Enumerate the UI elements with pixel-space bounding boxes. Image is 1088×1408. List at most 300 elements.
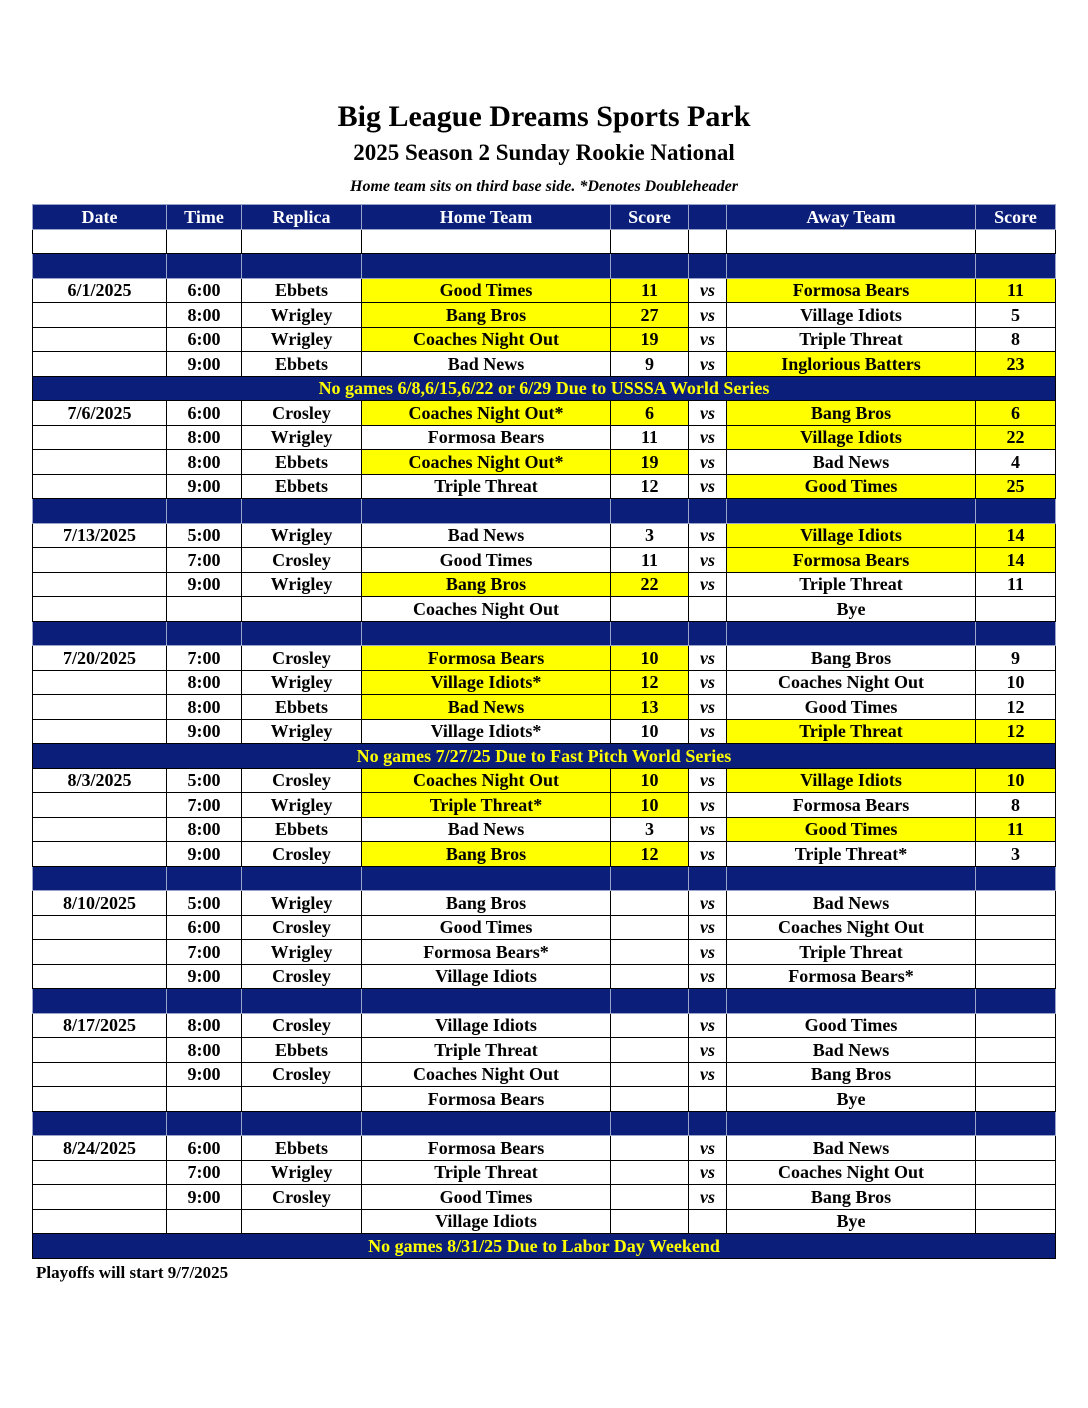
vs-cell: vs (689, 940, 727, 965)
home-score-cell: 13 (611, 695, 689, 720)
empty-cell (689, 1111, 727, 1136)
date-cell (33, 352, 167, 377)
away-team-cell: Formosa Bears (727, 278, 976, 303)
page-subtitle: 2025 Season 2 Sunday Rookie National (353, 140, 735, 165)
empty-cell (362, 866, 611, 891)
vs-cell: vs (689, 915, 727, 940)
away-score-cell (976, 1209, 1056, 1234)
game-row (33, 1185, 1056, 1210)
col-header-time: Time (167, 205, 242, 230)
time-cell: 9:00 (167, 842, 242, 867)
empty-cell (689, 621, 727, 646)
vs-cell: vs (689, 817, 727, 842)
home-score-cell: 12 (611, 474, 689, 499)
empty-cell (362, 989, 611, 1014)
game-row (33, 1160, 1056, 1185)
date-cell (33, 793, 167, 818)
away-score-cell (976, 1185, 1056, 1210)
col-header-replica: Replica (242, 205, 362, 230)
no-games-banner: No games 8/31/25 Due to Labor Day Weekend (33, 1234, 1056, 1259)
away-team-cell: Inglorious Batters (727, 352, 976, 377)
date-cell (33, 1160, 167, 1185)
home-score-cell (611, 1209, 689, 1234)
replica-cell (242, 1209, 362, 1234)
date-cell (33, 695, 167, 720)
home-score-cell (611, 1160, 689, 1185)
vs-cell: vs (689, 646, 727, 671)
empty-cell (167, 254, 242, 279)
time-cell: 7:00 (167, 940, 242, 965)
bye-row (33, 597, 1056, 622)
home-score-cell: 10 (611, 793, 689, 818)
away-team-cell: Bad News (727, 891, 976, 916)
separator-row (33, 621, 1056, 646)
empty-cell (611, 499, 689, 524)
home-team-cell: Formosa Bears (362, 646, 611, 671)
time-cell: 7:00 (167, 793, 242, 818)
vs-cell: vs (689, 523, 727, 548)
game-row (33, 670, 1056, 695)
away-team-cell: Village Idiots (727, 768, 976, 793)
replica-cell: Crosley (242, 646, 362, 671)
vs-cell: vs (689, 842, 727, 867)
empty-cell (33, 621, 167, 646)
date-cell (33, 597, 167, 622)
schedule-body (33, 229, 1056, 1258)
empty-cell (242, 1111, 362, 1136)
away-score-cell: 8 (976, 327, 1056, 352)
empty-cell (611, 254, 689, 279)
game-row (33, 450, 1056, 475)
replica-cell (242, 1087, 362, 1112)
home-team-cell: Good Times (362, 278, 611, 303)
date-cell: 7/20/2025 (33, 646, 167, 671)
home-team-cell: Bad News (362, 523, 611, 548)
date-cell (33, 1038, 167, 1063)
away-score-cell: 14 (976, 523, 1056, 548)
empty-cell (33, 989, 167, 1014)
home-team-cell: Formosa Bears (362, 1136, 611, 1161)
home-team-cell: Coaches Night Out (362, 597, 611, 622)
bye-row (33, 1087, 1056, 1112)
away-score-cell: 12 (976, 695, 1056, 720)
time-cell: 7:00 (167, 1160, 242, 1185)
separator-row (33, 254, 1056, 279)
game-row (33, 474, 1056, 499)
empty-cell (33, 866, 167, 891)
vs-cell: vs (689, 670, 727, 695)
date-cell (33, 940, 167, 965)
date-cell (33, 474, 167, 499)
empty-cell (976, 229, 1056, 254)
replica-cell: Ebbets (242, 450, 362, 475)
home-score-cell: 10 (611, 719, 689, 744)
schedule-table (32, 204, 1056, 1259)
playoffs-note: Playoffs will start 9/7/2025 (36, 1263, 229, 1282)
time-cell: 9:00 (167, 1062, 242, 1087)
game-row (33, 768, 1056, 793)
away-score-cell: 6 (976, 401, 1056, 426)
replica-cell: Crosley (242, 768, 362, 793)
empty-cell (33, 254, 167, 279)
empty-cell (167, 989, 242, 1014)
time-cell: 9:00 (167, 964, 242, 989)
time-cell: 8:00 (167, 303, 242, 328)
home-team-cell: Formosa Bears (362, 425, 611, 450)
home-score-cell (611, 1013, 689, 1038)
home-score-cell (611, 597, 689, 622)
away-score-cell: 11 (976, 278, 1056, 303)
replica-cell: Ebbets (242, 352, 362, 377)
col-header-away-score: Score (976, 205, 1056, 230)
replica-cell: Wrigley (242, 327, 362, 352)
no-games-banner-row (33, 376, 1056, 401)
date-cell (33, 1185, 167, 1210)
date-cell (33, 1087, 167, 1112)
home-score-cell (611, 1038, 689, 1063)
empty-cell (689, 866, 727, 891)
vs-cell: vs (689, 425, 727, 450)
home-score-cell (611, 1062, 689, 1087)
empty-cell (362, 1111, 611, 1136)
empty-cell (727, 229, 976, 254)
empty-cell (33, 1111, 167, 1136)
away-score-cell: 23 (976, 352, 1056, 377)
time-cell: 8:00 (167, 450, 242, 475)
replica-cell: Ebbets (242, 278, 362, 303)
date-cell (33, 1209, 167, 1234)
vs-cell: vs (689, 401, 727, 426)
away-team-cell: Bye (727, 1209, 976, 1234)
no-games-banner-row (33, 1234, 1056, 1259)
date-cell: 7/13/2025 (33, 523, 167, 548)
home-team-cell: Village Idiots* (362, 670, 611, 695)
time-cell: 8:00 (167, 1013, 242, 1038)
away-team-cell: Formosa Bears (727, 548, 976, 573)
home-team-cell: Triple Threat (362, 474, 611, 499)
home-score-cell: 10 (611, 646, 689, 671)
away-team-cell: Bye (727, 597, 976, 622)
away-team-cell: Good Times (727, 1013, 976, 1038)
separator-row (33, 866, 1056, 891)
date-cell (33, 842, 167, 867)
away-score-cell: 12 (976, 719, 1056, 744)
away-team-cell: Bad News (727, 1136, 976, 1161)
home-score-cell: 12 (611, 842, 689, 867)
vs-cell: vs (689, 474, 727, 499)
home-score-cell: 19 (611, 327, 689, 352)
home-score-cell (611, 891, 689, 916)
empty-cell (362, 254, 611, 279)
replica-cell: Ebbets (242, 474, 362, 499)
time-cell: 9:00 (167, 719, 242, 744)
vs-cell: vs (689, 450, 727, 475)
col-header-away-team: Away Team (727, 205, 976, 230)
away-score-cell (976, 1062, 1056, 1087)
away-team-cell: Formosa Bears (727, 793, 976, 818)
game-row (33, 327, 1056, 352)
home-team-cell: Bad News (362, 695, 611, 720)
time-cell: 9:00 (167, 572, 242, 597)
game-row (33, 425, 1056, 450)
game-row (33, 401, 1056, 426)
empty-cell (976, 499, 1056, 524)
home-score-cell (611, 1136, 689, 1161)
home-score-cell: 3 (611, 523, 689, 548)
empty-cell (727, 499, 976, 524)
away-team-cell: Bang Bros (727, 401, 976, 426)
home-score-cell: 9 (611, 352, 689, 377)
home-score-cell (611, 940, 689, 965)
away-team-cell: Good Times (727, 474, 976, 499)
date-cell (33, 303, 167, 328)
date-cell: 8/24/2025 (33, 1136, 167, 1161)
vs-cell: vs (689, 1160, 727, 1185)
away-score-cell (976, 964, 1056, 989)
time-cell: 6:00 (167, 278, 242, 303)
home-team-cell: Triple Threat* (362, 793, 611, 818)
empty-cell (727, 621, 976, 646)
date-cell (33, 670, 167, 695)
home-team-cell: Coaches Night Out (362, 768, 611, 793)
home-score-cell: 27 (611, 303, 689, 328)
empty-cell (727, 254, 976, 279)
vs-cell: vs (689, 719, 727, 744)
empty-row (33, 229, 1056, 254)
date-cell (33, 915, 167, 940)
page-title: Big League Dreams Sports Park (337, 100, 751, 133)
home-team-cell: Good Times (362, 548, 611, 573)
vs-cell: vs (689, 572, 727, 597)
home-team-cell: Coaches Night Out (362, 1062, 611, 1087)
time-cell: 5:00 (167, 523, 242, 548)
vs-cell: vs (689, 1062, 727, 1087)
away-score-cell: 9 (976, 646, 1056, 671)
date-cell (33, 572, 167, 597)
away-score-cell: 10 (976, 768, 1056, 793)
away-team-cell: Coaches Night Out (727, 915, 976, 940)
away-team-cell: Triple Threat* (727, 842, 976, 867)
game-row (33, 1062, 1056, 1087)
replica-cell: Ebbets (242, 1038, 362, 1063)
replica-cell: Ebbets (242, 1136, 362, 1161)
empty-cell (689, 254, 727, 279)
time-cell: 5:00 (167, 891, 242, 916)
home-team-cell: Bang Bros (362, 891, 611, 916)
away-score-cell (976, 1160, 1056, 1185)
away-score-cell: 25 (976, 474, 1056, 499)
time-cell (167, 1087, 242, 1112)
time-cell: 8:00 (167, 695, 242, 720)
empty-cell (611, 866, 689, 891)
replica-cell: Crosley (242, 548, 362, 573)
separator-row (33, 499, 1056, 524)
col-header-date: Date (33, 205, 167, 230)
no-games-banner: No games 7/27/25 Due to Fast Pitch World Series (33, 744, 1056, 769)
empty-cell (976, 621, 1056, 646)
date-cell (33, 425, 167, 450)
vs-cell: vs (689, 1038, 727, 1063)
empty-cell (362, 229, 611, 254)
home-team-cell: Bang Bros (362, 572, 611, 597)
away-team-cell: Triple Threat (727, 719, 976, 744)
date-cell (33, 719, 167, 744)
date-cell (33, 548, 167, 573)
replica-cell: Crosley (242, 401, 362, 426)
game-row (33, 352, 1056, 377)
time-cell: 9:00 (167, 474, 242, 499)
game-row (33, 793, 1056, 818)
home-score-cell: 6 (611, 401, 689, 426)
empty-cell (611, 989, 689, 1014)
away-score-cell: 11 (976, 817, 1056, 842)
vs-cell: vs (689, 278, 727, 303)
time-cell: 8:00 (167, 670, 242, 695)
home-score-cell (611, 1087, 689, 1112)
empty-cell (242, 229, 362, 254)
empty-cell (689, 229, 727, 254)
game-row (33, 817, 1056, 842)
time-cell (167, 1209, 242, 1234)
home-team-cell: Coaches Night Out (362, 327, 611, 352)
home-team-cell: Coaches Night Out* (362, 401, 611, 426)
home-score-cell (611, 1185, 689, 1210)
home-team-cell: Formosa Bears (362, 1087, 611, 1112)
time-cell: 6:00 (167, 401, 242, 426)
time-cell: 9:00 (167, 1185, 242, 1210)
home-score-cell: 22 (611, 572, 689, 597)
replica-cell: Crosley (242, 1185, 362, 1210)
date-cell: 6/1/2025 (33, 278, 167, 303)
home-team-cell: Bang Bros (362, 842, 611, 867)
away-score-cell (976, 597, 1056, 622)
away-team-cell: Village Idiots (727, 425, 976, 450)
time-cell (167, 597, 242, 622)
empty-cell (689, 499, 727, 524)
vs-cell (689, 1087, 727, 1112)
empty-cell (167, 621, 242, 646)
empty-cell (976, 989, 1056, 1014)
time-cell: 9:00 (167, 352, 242, 377)
vs-cell: vs (689, 793, 727, 818)
col-header-vs (689, 205, 727, 230)
away-team-cell: Triple Threat (727, 572, 976, 597)
away-score-cell: 5 (976, 303, 1056, 328)
home-team-cell: Bad News (362, 817, 611, 842)
home-team-cell: Good Times (362, 1185, 611, 1210)
empty-cell (611, 229, 689, 254)
vs-cell: vs (689, 768, 727, 793)
date-cell (33, 964, 167, 989)
header-row (33, 205, 1056, 230)
replica-cell: Wrigley (242, 793, 362, 818)
away-score-cell: 11 (976, 572, 1056, 597)
home-score-cell: 3 (611, 817, 689, 842)
home-team-cell: Village Idiots (362, 964, 611, 989)
date-cell: 8/10/2025 (33, 891, 167, 916)
vs-cell (689, 1209, 727, 1234)
game-row (33, 915, 1056, 940)
away-team-cell: Village Idiots (727, 303, 976, 328)
empty-cell (976, 866, 1056, 891)
vs-cell: vs (689, 964, 727, 989)
vs-cell (689, 597, 727, 622)
home-team-cell: Bang Bros (362, 303, 611, 328)
empty-cell (167, 229, 242, 254)
game-row (33, 719, 1056, 744)
empty-cell (611, 1111, 689, 1136)
empty-cell (242, 621, 362, 646)
time-cell: 8:00 (167, 1038, 242, 1063)
home-team-cell: Triple Threat (362, 1038, 611, 1063)
home-team-cell: Village Idiots* (362, 719, 611, 744)
separator-row (33, 989, 1056, 1014)
away-team-cell: Triple Threat (727, 327, 976, 352)
replica-cell: Wrigley (242, 1160, 362, 1185)
away-team-cell: Village Idiots (727, 523, 976, 548)
game-row (33, 303, 1056, 328)
game-row (33, 695, 1056, 720)
away-score-cell (976, 1136, 1056, 1161)
separator-row (33, 1111, 1056, 1136)
date-cell: 8/17/2025 (33, 1013, 167, 1038)
game-row (33, 646, 1056, 671)
empty-cell (167, 866, 242, 891)
empty-cell (33, 499, 167, 524)
away-team-cell: Bang Bros (727, 1185, 976, 1210)
game-row (33, 1038, 1056, 1063)
home-team-cell: Coaches Night Out* (362, 450, 611, 475)
home-team-cell: Village Idiots (362, 1209, 611, 1234)
date-cell (33, 817, 167, 842)
replica-cell: Crosley (242, 842, 362, 867)
time-cell: 7:00 (167, 548, 242, 573)
away-score-cell (976, 1087, 1056, 1112)
empty-cell (167, 1111, 242, 1136)
home-score-cell (611, 915, 689, 940)
replica-cell: Ebbets (242, 695, 362, 720)
replica-cell: Wrigley (242, 572, 362, 597)
away-score-cell (976, 940, 1056, 965)
away-score-cell: 8 (976, 793, 1056, 818)
date-cell (33, 1062, 167, 1087)
vs-cell: vs (689, 352, 727, 377)
date-cell (33, 327, 167, 352)
replica-cell: Ebbets (242, 817, 362, 842)
home-score-cell: 11 (611, 278, 689, 303)
time-cell: 6:00 (167, 915, 242, 940)
home-score-cell: 11 (611, 425, 689, 450)
replica-cell: Wrigley (242, 425, 362, 450)
game-row (33, 278, 1056, 303)
no-games-banner-row (33, 744, 1056, 769)
home-score-cell: 12 (611, 670, 689, 695)
game-row (33, 1136, 1056, 1161)
away-score-cell (976, 915, 1056, 940)
away-score-cell: 14 (976, 548, 1056, 573)
date-cell: 7/6/2025 (33, 401, 167, 426)
time-cell: 8:00 (167, 817, 242, 842)
replica-cell: Crosley (242, 1062, 362, 1087)
empty-cell (727, 989, 976, 1014)
game-row (33, 842, 1056, 867)
vs-cell: vs (689, 327, 727, 352)
away-team-cell: Formosa Bears* (727, 964, 976, 989)
time-cell: 8:00 (167, 425, 242, 450)
home-team-cell: Triple Threat (362, 1160, 611, 1185)
away-team-cell: Triple Threat (727, 940, 976, 965)
empty-cell (611, 621, 689, 646)
